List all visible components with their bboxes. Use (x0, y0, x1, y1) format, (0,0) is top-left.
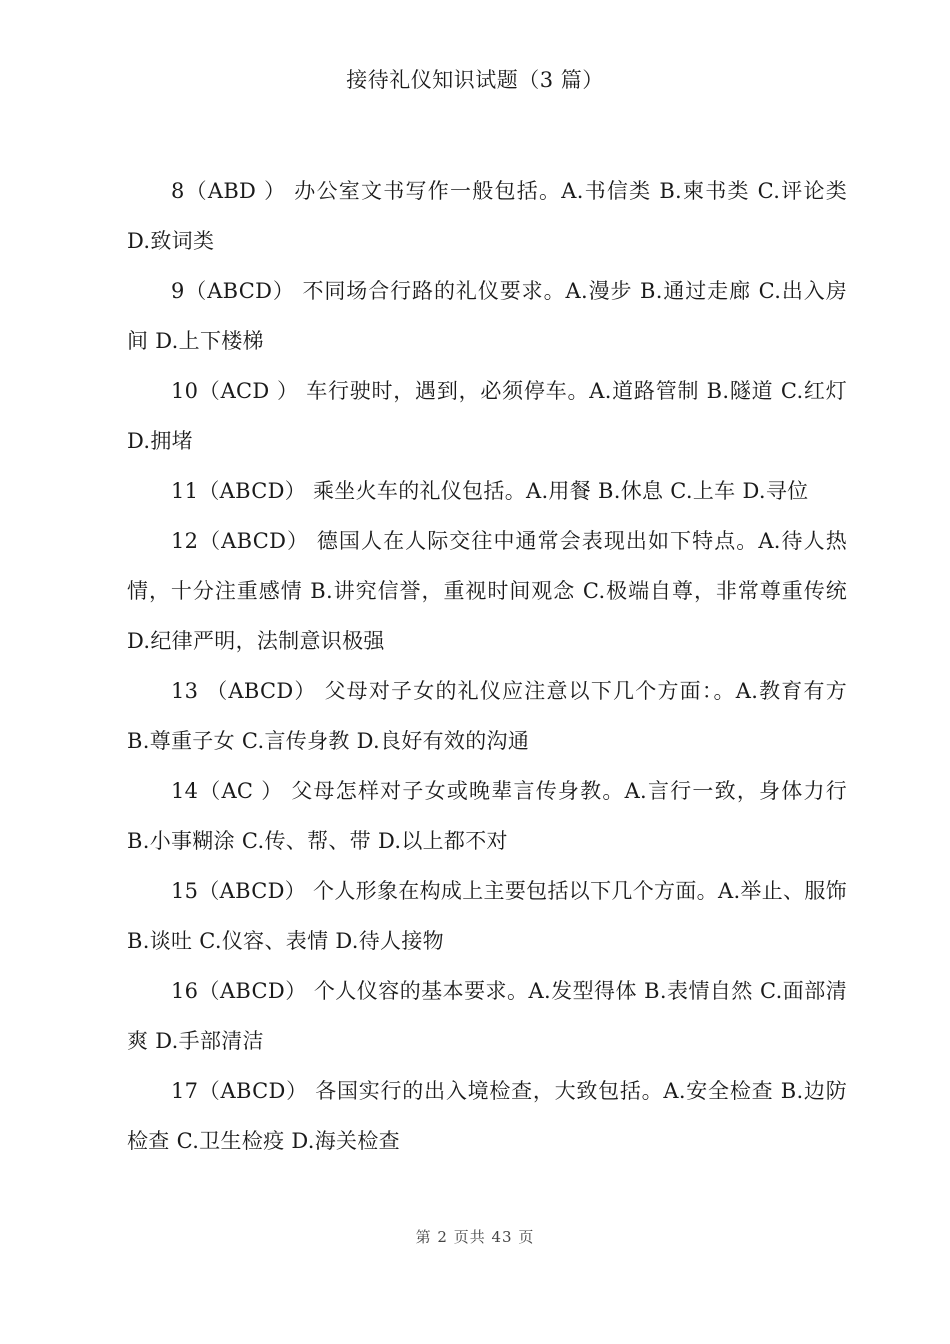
page-number-footer: 第 2 页共 43 页 (415, 1228, 535, 1246)
question-11: 11（ABCD） 乘坐火车的礼仪包括。A.用餐 B.休息 C.上车 D.寻位 (171, 479, 809, 503)
document-title: 接待礼仪知识试题（3 篇） (346, 68, 604, 92)
question-8: 8（ABD ） 办公室文书写作一般包括。A.书信类 B.柬书类 C.评论类 D.致词类 (127, 179, 847, 253)
question-16: 16（ABCD） 个人仪容的基本要求。A.发型得体 B.表情自然 C.面部清爽 D.手部清洁 (127, 979, 847, 1053)
question-13: 13 （ABCD） 父母对子女的礼仪应注意以下几个方面：。A.教育有方 B.尊重子女 C.言传身教 D.良好有效的沟通 (127, 679, 847, 753)
question-9: 9（ABCD） 不同场合行路的礼仪要求。A.漫步 B.通过走廊 C.出入房间 D.上下楼梯 (127, 279, 847, 353)
question-12: 12（ABCD） 德国人在人际交往中通常会表现出如下特点。A.待人热情，十分注重感情 B.讲究信誉，重视时间观念 C.极端自尊，非常尊重传统 D.纪律严明，法制意识极强 (127, 529, 847, 653)
question-list (127, 166, 847, 1166)
question-10: 10（ACD ） 车行驶时，遇到，必须停车。A.道路管制 B.隧道 C.红灯 D.拥堵 (127, 379, 847, 453)
question-14: 14（AC ） 父母怎样对子女或晚辈言传身教。A.言行一致，身体力行 B.小事糊涂 C.传、帮、带 D.以上都不对 (127, 779, 847, 853)
question-15: 15（ABCD） 个人形象在构成上主要包括以下几个方面。A.举止、服饰 B.谈吐 C.仪容、表情 D.待人接物 (127, 879, 847, 953)
question-17: 17（ABCD） 各国实行的出入境检查，大致包括。A.安全检查 B.边防检查 C.卫生检疫 D.海关检查 (127, 1079, 847, 1153)
